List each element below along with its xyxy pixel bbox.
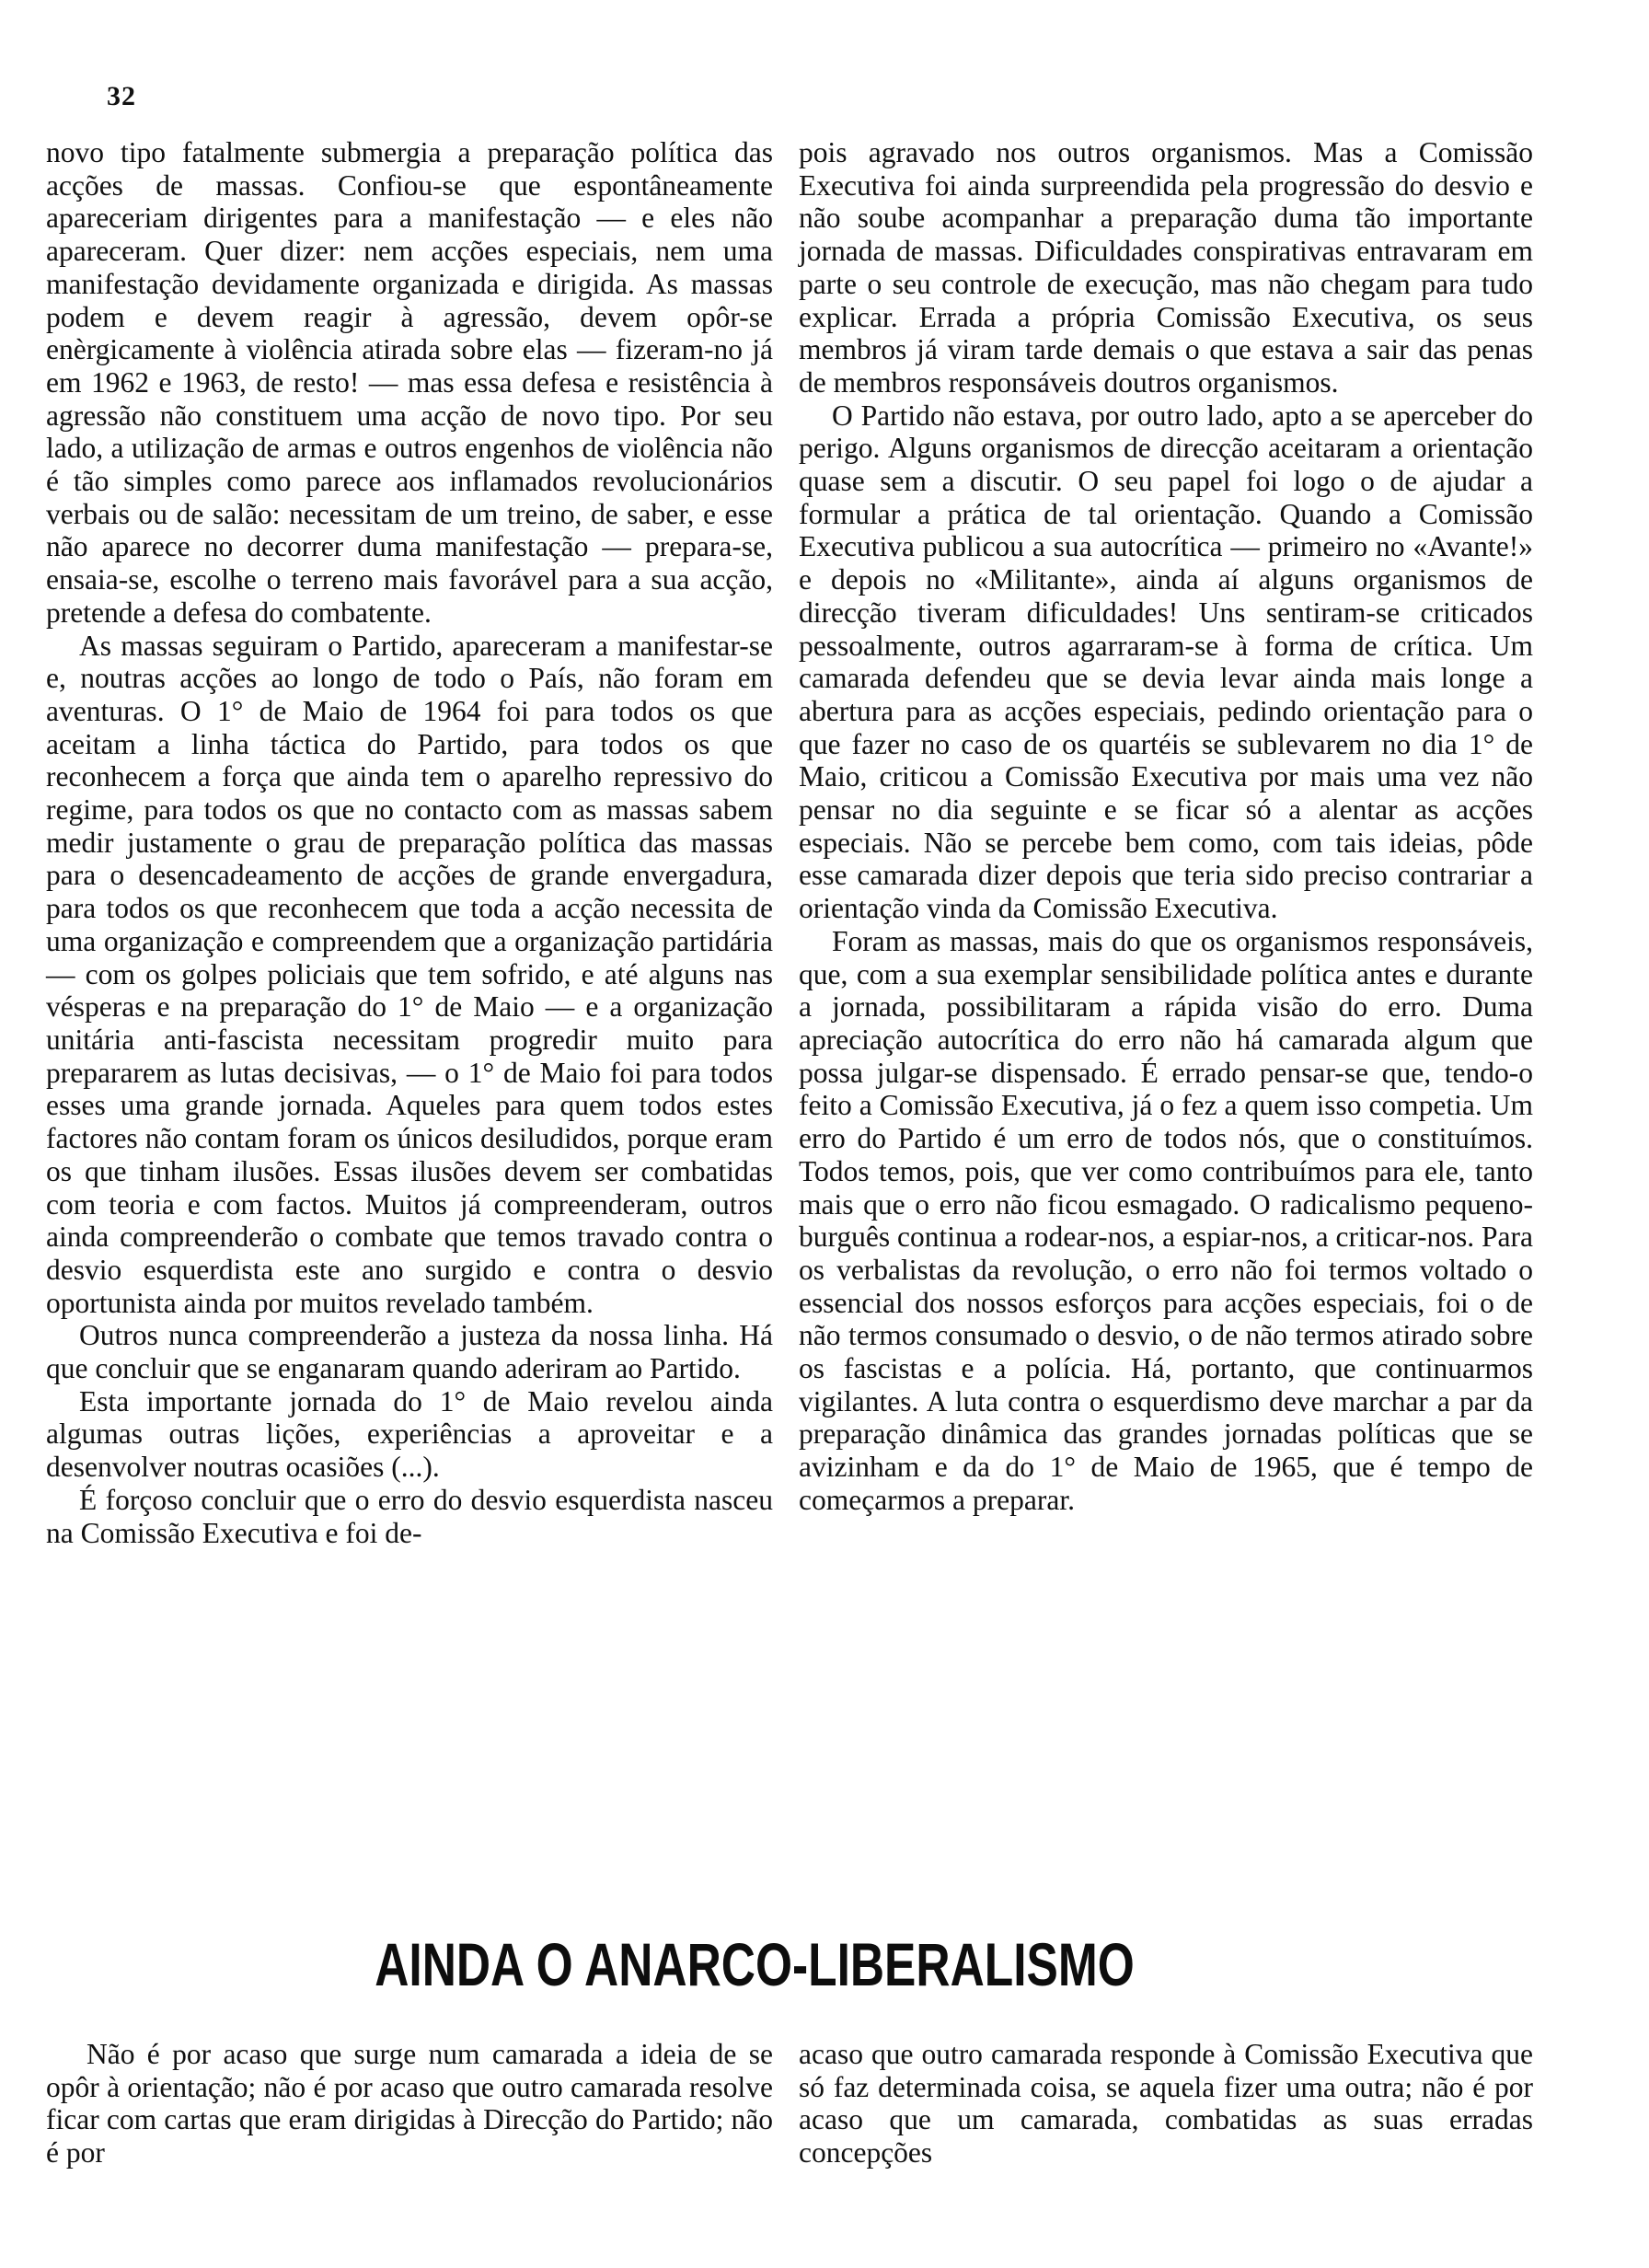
paragraph: Foram as massas, mais do que os organismos responsáveis, que, com a sua exemplar sensibilidade política antes e durante a jornada, possibilitaram a rápida visão do erro. Duma apreciação autocrítica do erro não há camarada algum que possa julgar-se dispensado. É errado pensar-se que, tendo-o feito a Comissão Executiva, já o fez a quem isso competia. Um erro do Partido é um erro de todos nós, que o constituímos. Todos temos, pois, que ver como contribuímos para ele, tanto mais que o erro não ficou esmagado. O radicalismo pequeno-burguês continua a rodear-nos, a espiar-nos, a criticar-nos. Para os verbalistas da revolução, o erro não foi termos voltado o essencial dos nossos esforços para acções especiais, foi o de não termos consumado o desvio, o de não termos atirado sobre os fascistas e a polícia. Há, portanto, que continuarmos vigilantes. A luta contra o esquerdismo deve marchar a par da preparação dinâmica das grandes jornadas políticas que se avizinham e da do 1° de Maio de 1965, que é tempo de começarmos a preparar. (799, 924, 1533, 1516)
paragraph: Não é por acaso que surge num camarada a ideia de se opôr à orientação; não é por acaso que outro camarada resolve ficar com cartas que eram dirigidas à Direcção do Partido; não é por (46, 2038, 773, 2170)
paragraph: É forçoso concluir que o erro do desvio esquerdista nasceu na Comissão Executiva e foi de- (46, 1483, 773, 1549)
paragraph: As massas seguiram o Partido, apareceram a manifestar-se e, noutras acções ao longo de todo o País, não foram em aventuras. O 1° de Maio de 1964 foi para todos os que aceitam a linha táctica do Partido, para todos os que reconhecem a força que ainda tem o aparelho repressivo do regime, para todos os que no contacto com as massas sabem medir justamente o grau de preparação política das massas para o desencadeamento de acções de grande envergadura, para todos os que reconhecem que toda a acção necessita de uma organização e compreendem que a organização partidária — com os golpes policiais que tem sofrido, e até alguns nas vésperas e na preparação do 1° de Maio — e a organização unitária anti-fascista necessitam progredir muito para prepararem as lutas decisivas, — o 1° de Maio foi para todos esses uma grande jornada. Aqueles para quem todos estes factores não contam foram os únicos desiludidos, porque eram os que tinham ilusões. Essas ilusões devem ser combatidas com teoria e com factos. Muitos já compreenderam, outros ainda compreenderão o combate que temos travado contra o desvio esquerdista este ano surgido e contra o desvio oportunista ainda por muitos revelado também. (46, 629, 773, 1319)
paragraph: Esta importante jornada do 1° de Maio revelou ainda algumas outras lições, experiências a aproveitar e a desenvolver noutras ocasiões (...). (46, 1384, 773, 1484)
paragraph: novo tipo fatalmente submergia a preparação política das acções de massas. Confiou-se que espontâneamente apareceriam dirigentes para a manifestação — e eles não apareceram. Quer dizer: nem acções especiais, nem uma manifestação devidamente organizada e dirigida. As massas podem e devem reagir à agressão, devem opôr-se enèrgicamente à violência atirada sobre elas — fizeram-no já em 1962 e 1963, de resto! — mas essa defesa e resistência à agressão não constituem uma acção de novo tipo. Por seu lado, a utilização de armas e outros engenhos de violência não é tão simples como parece aos inflamados revolucionários verbais ou de salão: necessitam de um treino, de saber, e esse não aparece no decorrer duma manifestação — prepara-se, ensaia-se, escolhe o terreno mais favorável para a sua acção, pretende a defesa do combatente. (46, 136, 773, 629)
article-bottom-right-column (799, 2038, 1533, 2170)
article-top-left-column (46, 136, 773, 1549)
paragraph: O Partido não estava, por outro lado, apto a se aperceber do perigo. Alguns organismos de direcção aceitaram a orientação quase sem a discutir. O seu papel foi logo o de ajudar a formular a prática de tal orientação. Quando a Comissão Executiva publicou a sua autocrítica — primeiro no «Avante!» e depois no «Militante», ainda aí alguns organismos de direcção tiveram dificuldades! Uns sentiram-se criticados pessoalmente, outros agarraram-se à forma de crítica. Um camarada defendeu que se devia levar ainda mais longe a abertura para as acções especiais, pedindo orientação para o que fazer no caso de os quartéis se sublevarem no dia 1° de Maio, criticou a Comissão Executiva por mais uma vez não pensar no dia seguinte e se ficar só a alentar as acções especiais. Não se percebe bem como, com tais ideias, pôde esse camarada dizer depois que teria sido preciso contrariar a orientação vinda da Comissão Executiva. (799, 399, 1533, 925)
page-number: 32 (107, 81, 136, 111)
article-top-right-column (799, 136, 1533, 1517)
paragraph: acaso que outro camarada responde à Comissão Executiva que só faz determinada coisa, se aquela fizer uma outra; não é por acaso que um camarada, combatidas as suas erradas concepções (799, 2038, 1533, 2170)
article-bottom-left-column (46, 2038, 773, 2170)
paragraph: Outros nunca compreenderão a justeza da nossa linha. Há que concluir que se enganaram quando aderiram ao Partido. (46, 1319, 773, 1385)
paragraph: pois agravado nos outros organismos. Mas a Comissão Executiva foi ainda surpreendida pela progressão do desvio e não soube acompanhar a preparação duma tão importante jornada de massas. Dificuldades conspirativas entravaram em parte o seu controle de execução, mas não chegam para tudo explicar. Errada a própria Comissão Executiva, os seus membros já viram tarde demais o que estava a sair das penas de membros responsáveis doutros organismos. (799, 136, 1533, 399)
article-title: AINDA O ANARCO-LIBERALISMO (375, 1930, 1135, 1998)
